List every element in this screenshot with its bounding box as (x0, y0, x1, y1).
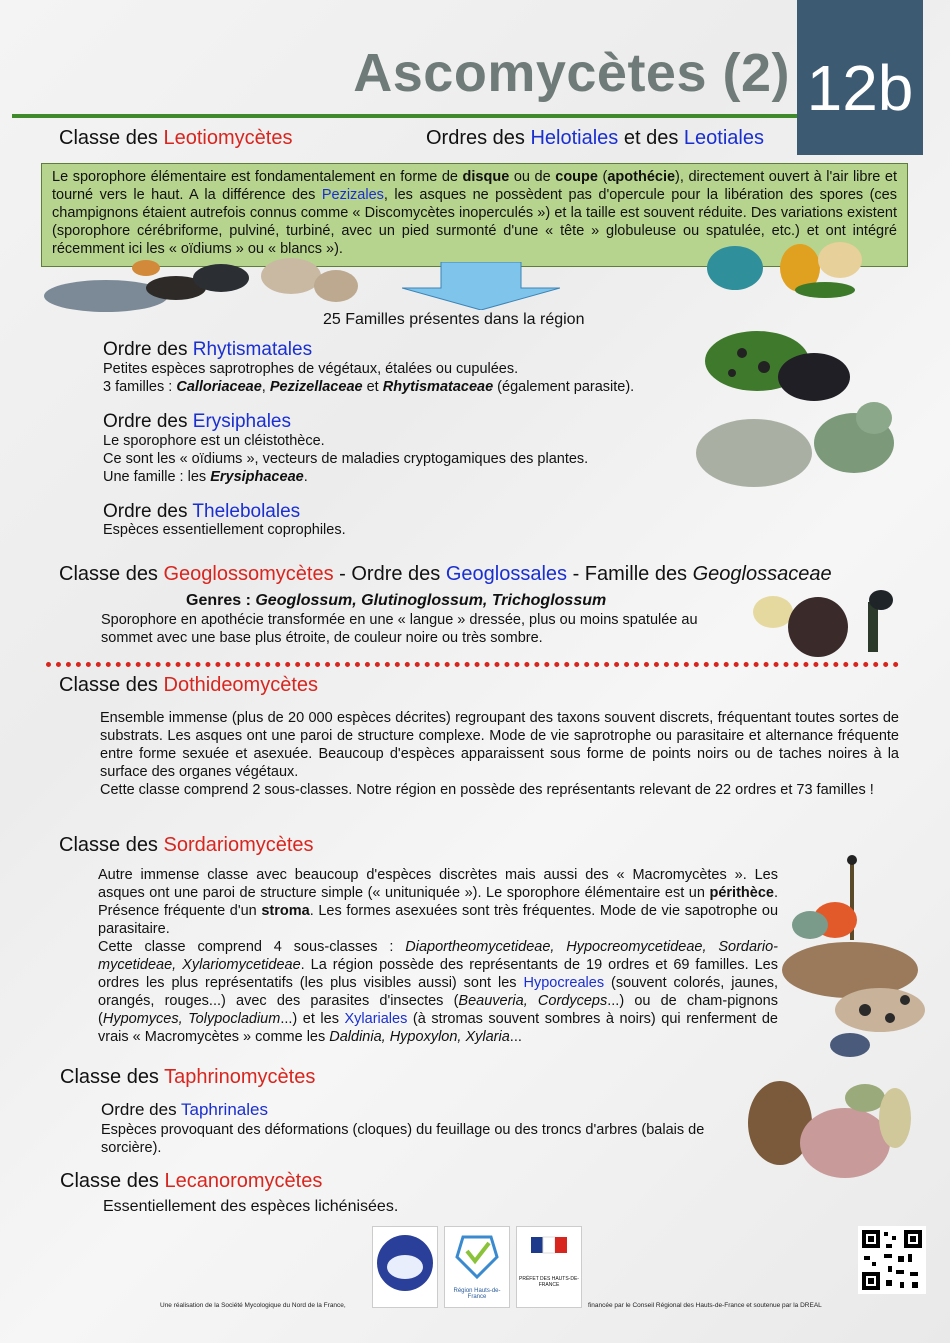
prefet-logo (516, 1226, 582, 1308)
taphrino-text: Espèces provoquant des déformations (cloques) du feuillage ou des troncs d'arbres (balais de sorcière). (101, 1122, 705, 1156)
sordario-text: Autre immense classe avec beaucoup d'espèces discrètes mais aussi des « Macromycètes ». Les asques ont une paroi de structure simple (« unituniquée »). Le sporophore élémentaire est un périthèce. Présence fréquente d'un stroma. Les formes asexuées sont très fréquentes. Mode de vie sapotrophe ou parasitaire. Cette classe comprend 4 sous-classes : Diaportheomycetideae, Hypocreomycetideae, Sordario-mycetideae, Xylariomycetideae. La région possède des représentants de 19 ordres et 69 familles. Les ordres les plus représentatifs (les plus visibles aussi) sont les Hypocreales (souvent colorés, jaunes, orangés, rouges...) avec des parasites d'insectes (Beauveria, Cordyceps...) ou de cham-pignons (Hypomyces, Tolypocladium...) et les Xylariales (à stromas souvent sombres à noirs) qui renferment de vrais « Macromycètes » comme les Daldinia, Hypoxylon, Xylaria... (98, 867, 779, 1045)
geoglosso-text: Sporophore en apothécie transformée en une « langue » dressée, plus ou moins spatulée au sommet avec une base plus étroite, de couleur noire ou très sombre. (101, 612, 698, 646)
leotio-class-heading: Classe des Leotiomycètes (59, 127, 293, 149)
families-count: 25 Familles présentes dans la région (323, 311, 585, 328)
dothideo-text: Ensemble immense (plus de 20 000 espèces décrites) regroupant des taxons souvent discrets, fréquentant toutes sortes de substrats. Les asques ont une paroi de structure complexe. Mode de vie saprotrophe ou parasitaire et alternance fréquente entre forme sexuée et asexuée. Beaucoup d'espèces apparaissent sous forme de points noirs ou de taches noires à la surface des organes végétaux. Cette classe comprend 2 sous-classes. Notre région en possède des représentants relevant de 22 ordres et 73 familles ! (100, 710, 899, 798)
order-thelebolales-text: Espèces essentiellement coprophiles. (103, 522, 346, 538)
leotio-fungi-photo-right (700, 238, 870, 300)
dothideo-class-heading: Classe des Dothideomycètes (59, 674, 319, 696)
leotio-intro-box: Le sporophore élémentaire est fondamentalement en forme de disque ou de coupe (apothécie), directement ouvert à l'air libre et tourné vers le haut. A la différence des Pezizales, les asques ne possèdent pas d'opercule pour la libération des spores (ces champignons étaient autrefois connus comme « Discomycètes inoperculés ») et la taille est souvent réduite. Des variations existent (sporophore cérébriforme, pulviné, turbiné, avec un pied surmonté d'une « tête » globuleuse ou spatulée, etc.) et ont intégré récemment ici les « oïdiums » ou « blancs »). (41, 163, 908, 267)
lecano-class-heading: Classe des Lecanoromycètes (60, 1170, 323, 1192)
leotio-orders-heading: Ordres des Helotiales et des Leotiales (426, 127, 764, 149)
qr-code-icon[interactable] (858, 1226, 926, 1294)
pezizales-link[interactable]: Pezizales (321, 187, 384, 203)
taphrina-photo (745, 1068, 920, 1183)
order-rhytismatales-heading: Ordre des Rhytismatales (103, 339, 313, 360)
xylariales-link[interactable]: Xylariales (344, 1011, 408, 1027)
geoglosso-genera: Genres : Geoglossum, Glutinoglossum, Trichoglossum (186, 592, 607, 609)
title-underline (12, 114, 797, 118)
leotio-fungi-photo-left (36, 248, 366, 318)
order-erysiphales-heading: Ordre des Erysiphales (103, 411, 291, 432)
geoglossum-photo (748, 582, 900, 660)
prefet-logo-label: PRÉFET DES HAUTS-DE-FRANCE (519, 1276, 579, 1288)
order-thelebolales-heading: Ordre des Thelebolales (103, 501, 301, 522)
sordario-class-heading: Classe des Sordariomycètes (59, 834, 314, 856)
lecano-text: Essentiellement des espèces lichénisées. (103, 1198, 399, 1215)
region-logo (444, 1226, 510, 1308)
footer-credit-left: Une réalisation de la Société Mycologique du Nord de la France, (160, 1302, 346, 1309)
page-title: Ascomycètes (2) (353, 43, 790, 103)
order-erysiphales-text: Le sporophore est un cléistothèce. Ce sont les « oïdiums », vecteurs de maladies cryptogamiques des plantes. Une famille : les Erysiphaceae. (103, 433, 589, 485)
geoglosso-class-heading: Classe des Geoglossomycètes - Ordre des Geoglossales - Famille des Geoglossaceae (59, 563, 832, 585)
erysiphales-photo (694, 398, 904, 493)
badge-label: 12b (806, 52, 914, 124)
order-taphrinales-heading: Ordre des Taphrinales (101, 1100, 268, 1119)
sheet-number-badge (797, 0, 923, 155)
taphrino-class-heading: Classe des Taphrinomycètes (60, 1066, 316, 1088)
order-rhytismatales-text: Petites espèces saprotrophes de végétaux, étalées ou cupulées. 3 familles : Calloriaceae, Pezizellaceae et Rhytismataceae (également parasite). (103, 361, 635, 395)
footer-credit-right: financée par le Conseil Régional des Hauts-de-France et soutenue par la DREAL (588, 1302, 822, 1309)
rhytismatales-photo (702, 323, 852, 403)
smnf-logo (372, 1226, 438, 1308)
sordariomycetes-photo (780, 850, 930, 1060)
region-logo-label: Région Hauts-de-France (453, 1288, 501, 1300)
hypocreales-link[interactable]: Hypocreales (523, 975, 605, 991)
down-arrow-icon (402, 262, 560, 310)
section-separator (46, 662, 899, 667)
